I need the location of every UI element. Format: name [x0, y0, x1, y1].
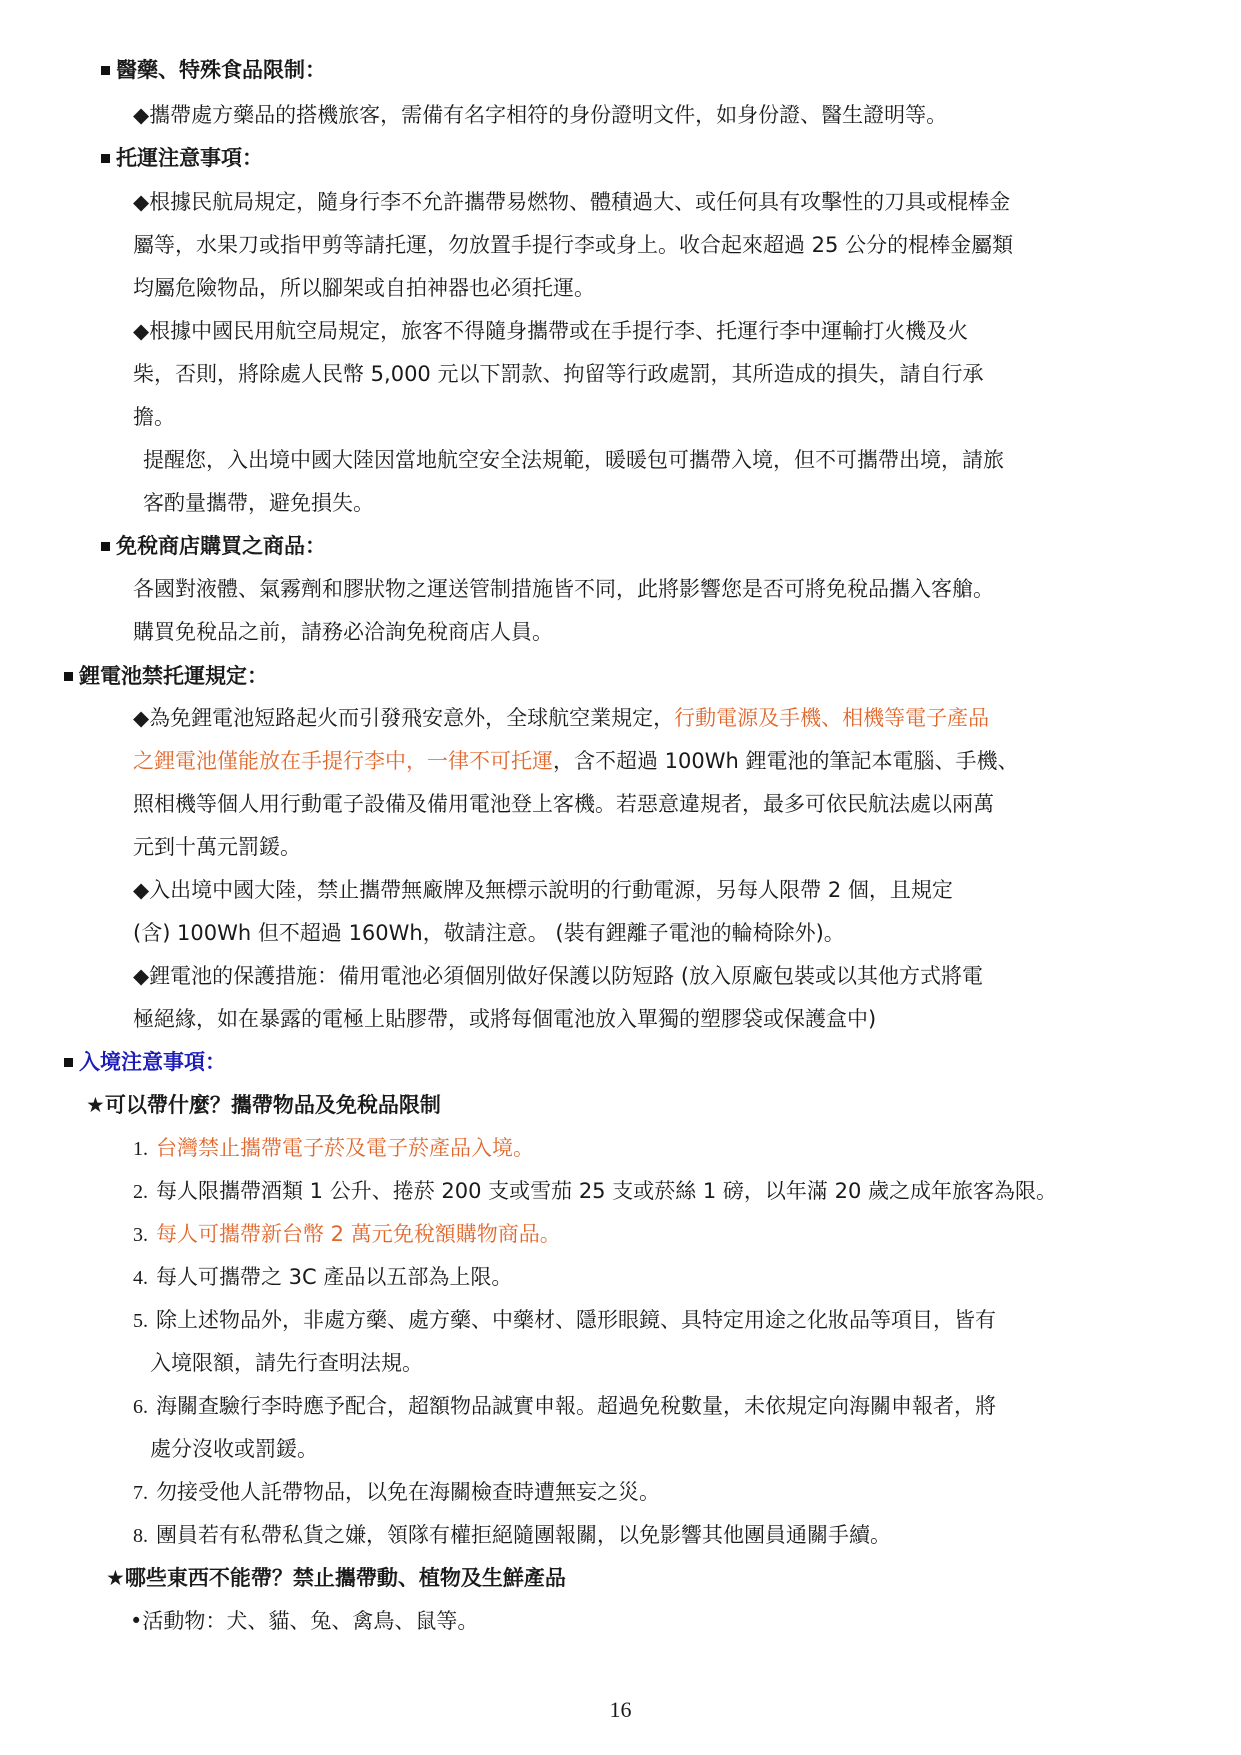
text-run: ，含不超過 100Wh 鋰電池的筆記本電腦、手機、 [553, 749, 1019, 773]
section-heading-checkin [101, 143, 263, 173]
heading-text: 入境注意事項： [79, 1050, 226, 1074]
paragraph-line: ◆根據民航局規定，隨身行李不允許攜帶易燃物、體積過大、或任何具有攻擊性的刀具或棍棒金 [133, 190, 1011, 214]
paragraph-line: 柴，否則，將除處人民幣 5,000 元以下罰款、拘留等行政處罰，其所造成的損失，請自行承 [133, 362, 984, 386]
square-bullet-icon [101, 154, 110, 163]
list-item [133, 1477, 660, 1508]
paragraph-line: 照相機等個人用行動電子設備及備用電池登上客機。若惡意違規者，最多可依民航法處以兩萬 [133, 792, 994, 816]
highlight-text: 行動電源及手機、相機等電子產品 [674, 706, 990, 730]
list-item-text: 除上述物品外，非處方藥、處方藥、中藥材、隱形眼鏡、具特定用途之化妝品等項目，皆有 [156, 1308, 996, 1332]
section-heading-lithium [64, 661, 268, 691]
list-item-continuation: 處分沒收或罰鍰。 [150, 1437, 318, 1461]
section-heading-entry [64, 1047, 226, 1077]
list-item [133, 1262, 512, 1293]
list-number: 1. [133, 1138, 148, 1160]
list-item-text: 團員若有私帶私貨之嫌，領隊有權拒絕隨團報關，以免影響其他團員通關手續。 [156, 1523, 891, 1547]
list-item-text: 勿接受他人託帶物品，以免在海關檢查時遭無妄之災。 [156, 1480, 660, 1504]
list-item [133, 1391, 996, 1422]
section-heading-medicine [101, 55, 326, 85]
page-number: 16 [609, 1697, 632, 1722]
square-bullet-icon [101, 66, 110, 75]
list-item-text: 每人限攜帶酒類 1 公升、捲菸 200 支或雪茄 25 支或菸絲 1 磅，以年滿 20 歲之成年旅客為限。 [156, 1179, 1057, 1203]
paragraph-line: 客酌量攜帶，避免損失。 [143, 491, 374, 515]
list-number: 2. [133, 1181, 148, 1203]
paragraph-line: 極絕緣，如在暴露的電極上貼膠帶，或將每個電池放入單獨的塑膠袋或保護盒中) [133, 1007, 877, 1031]
paragraph-line: 提醒您，入出境中國大陸因當地航空安全法規範，暖暖包可攜帶入境，但不可攜帶出境，請旅 [143, 448, 1004, 472]
paragraph-line [133, 746, 1019, 776]
text-run: ◆為免鋰電池短路起火而引發飛安意外，全球航空業規定， [133, 706, 675, 730]
list-number: 3. [133, 1224, 148, 1246]
heading-text: 托運注意事項： [116, 146, 263, 170]
highlight-text: 每人可攜帶新台幣 2 萬元免稅額購物商品。 [156, 1222, 561, 1246]
list-item [133, 1133, 534, 1164]
list-item-text: 海關查驗行李時應予配合，超額物品誠實申報。超過免稅數量，未依規定向海關申報者，將 [156, 1394, 996, 1418]
paragraph-line: 各國對液體、氣霧劑和膠狀物之運送管制措施皆不同，此將影響您是否可將免稅品攜入客艙。 [133, 577, 994, 601]
section-heading-dutyfree [101, 531, 326, 561]
list-item [133, 1305, 996, 1336]
list-item-text: 每人可攜帶之 3C 產品以五部為上限。 [156, 1265, 513, 1289]
paragraph-line: 購買免稅品之前，請務必洽詢免稅商店人員。 [133, 620, 553, 644]
list-item [133, 1520, 891, 1551]
list-item-continuation: 入境限額，請先行查明法規。 [150, 1351, 423, 1375]
paragraph-line: ◆攜帶處方藥品的搭機旅客，需備有名字相符的身份證明文件，如身份證、醫生證明等。 [133, 103, 948, 127]
list-number: 6. [133, 1396, 148, 1418]
paragraph-line: 屬等，水果刀或指甲剪等請托運，勿放置手提行李或身上。收合起來超過 25 公分的棍棒金屬類 [133, 233, 1014, 257]
paragraph-line: 元到十萬元罰鍰。 [133, 835, 301, 859]
list-number: 5. [133, 1310, 148, 1332]
paragraph-line: ◆入出境中國大陸，禁止攜帶無廠牌及無標示說明的行動電源，另每人限帶 2 個，且規定 [133, 878, 953, 902]
paragraph-line: (含) 100Wh 但不超過 160Wh，敬請注意。 (裝有鋰離子電池的輪椅除外)。 [133, 921, 845, 945]
bullet-item: •活動物：犬、貓、兔、禽鳥、鼠等。 [130, 1609, 479, 1633]
list-number: 8. [133, 1525, 148, 1547]
list-number: 7. [133, 1482, 148, 1504]
list-item [133, 1219, 561, 1250]
paragraph-line: 均屬危險物品，所以腳架或自拍神器也必須托運。 [133, 276, 595, 300]
highlight-text: 台灣禁止攜帶電子菸及電子菸產品入境。 [156, 1136, 534, 1160]
highlight-text: 之鋰電池僅能放在手提行李中，一律不可托運 [133, 749, 553, 773]
subheading-prohibited-items: ★哪些東西不能帶？禁止攜帶動、植物及生鮮產品 [106, 1566, 566, 1590]
square-bullet-icon [64, 1058, 73, 1067]
square-bullet-icon [64, 672, 73, 681]
list-number: 4. [133, 1267, 148, 1289]
subheading-allowed-items: ★可以帶什麼？攜帶物品及免稅品限制 [86, 1093, 441, 1117]
paragraph-line: ◆鋰電池的保護措施：備用電池必須個別做好保護以防短路 (放入原廠包裝或以其他方式將電 [133, 964, 984, 988]
paragraph-line: ◆根據中國民用航空局規定，旅客不得隨身攜帶或在手提行李、托運行李中運輸打火機及火 [133, 319, 969, 343]
heading-text: 免稅商店購買之商品： [116, 534, 326, 558]
heading-text: 醫藥、特殊食品限制： [116, 58, 326, 82]
square-bullet-icon [101, 542, 110, 551]
paragraph-line: 擔。 [133, 405, 175, 429]
list-item [133, 1176, 1057, 1207]
paragraph-line [133, 703, 989, 733]
heading-text: 鋰電池禁托運規定： [79, 664, 268, 688]
